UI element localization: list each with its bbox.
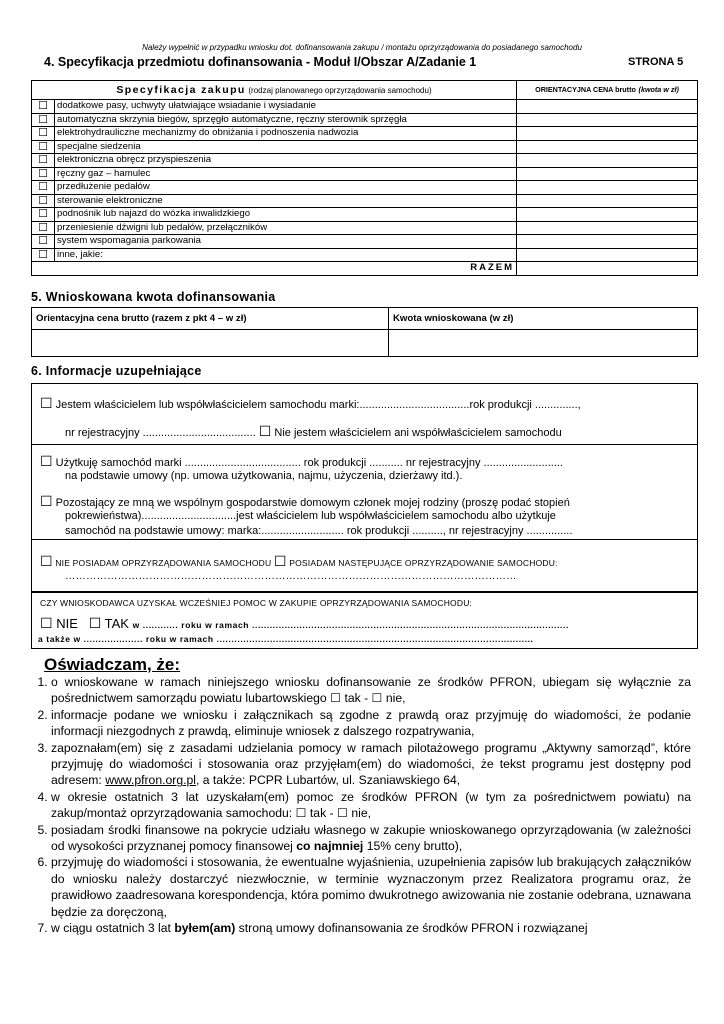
- item-price-field[interactable]: [517, 127, 698, 141]
- item-price-field[interactable]: [517, 208, 698, 222]
- item-checkbox[interactable]: ☐: [32, 140, 55, 154]
- section6-title: 6. Informacje uzupełniające: [31, 364, 202, 378]
- specification-row: [32, 221, 698, 235]
- item-checkbox[interactable]: ☐: [32, 167, 55, 181]
- pfron-link[interactable]: www.pfron.org.pl: [105, 773, 196, 788]
- section4-title: 4. Specyfikacja przedmiotu dofinansowania - Moduł I/Obszar A/Zadanie 1: [44, 55, 477, 69]
- declaration-item-5-tail: 15% ceny brutto),: [366, 839, 463, 854]
- item-label: podnośnik lub najazd do wózka inwalidzkiego: [55, 208, 517, 222]
- item-checkbox[interactable]: ☐: [32, 181, 55, 195]
- page-number: STRONA 5: [628, 56, 684, 68]
- specification-row: [32, 154, 698, 168]
- declaration-item-7-bold: byłem(am): [174, 921, 236, 936]
- price-header-note: (kwota w zł): [638, 85, 679, 94]
- user-checkbox[interactable]: ☐: [40, 453, 53, 469]
- gross-price-field[interactable]: [32, 330, 389, 357]
- prior-help-row: [40, 616, 569, 631]
- family-checkbox[interactable]: ☐: [40, 493, 53, 509]
- item-price-field[interactable]: [517, 154, 698, 168]
- specification-row: [32, 208, 698, 222]
- declaration-item-2: 2. informacje podane we wniosku i załącznikach są zgodne z prawdą oraz przyjmuję do wiadomości, że podanie informacji niezgodnych z prawdą, eliminuje wniosek z dalszego rozpatrywania,: [51, 707, 691, 740]
- section6-heading: [31, 364, 202, 378]
- prior-help-no-checkbox[interactable]: ☐: [40, 615, 53, 631]
- declaration-item-7-tail: stroną umowy dofinansowania ze środków PFRON i rozwiązanej: [238, 921, 588, 936]
- spec-header-cell: [32, 81, 517, 100]
- item-price-field[interactable]: [517, 248, 698, 262]
- not-owner-checkbox[interactable]: ☐: [258, 423, 272, 439]
- item-price-field[interactable]: [517, 140, 698, 154]
- instruction-note: Należy wypełnić w przypadku wniosku dot. dofinansowania zakupu / montażu oprzyrządowania do posiadanego samochodu: [142, 43, 582, 52]
- declaration-item-5: [51, 822, 691, 855]
- equipment-row: [40, 554, 558, 568]
- spec-header: Specyfikacja zakupu: [116, 83, 246, 96]
- item-price-field[interactable]: [517, 167, 698, 181]
- item4-yes-checkbox[interactable]: ☐: [295, 806, 307, 821]
- requested-amount-label: Kwota wnioskowana (w zł): [389, 308, 698, 330]
- section5-heading: [31, 290, 276, 304]
- specification-table: [31, 80, 698, 276]
- declaration-item-7-text: w ciągu ostatnich 3 lat: [51, 921, 171, 936]
- item-price-field[interactable]: [517, 100, 698, 114]
- declaration-item-5-bold: co najmniej: [296, 839, 364, 854]
- total-label: RAZEM: [32, 262, 517, 276]
- item-label: automatyczna skrzynia biegów, sprzęgło automatyczne, ręczny sterownik sprzęgła: [55, 113, 517, 127]
- declaration-item-1-text: o wnioskowane w ramach niniejszego wniosku dofinansowanie ze środków PFRON, ubiegam się wyłącznie za pośrednictwem samorządu powiatu lubartowskiego: [51, 675, 691, 706]
- has-equipment-checkbox[interactable]: ☐: [273, 553, 287, 569]
- item4-yes-label: tak -: [309, 806, 334, 821]
- has-equipment-label: POSIADAM NASTĘPUJĄCE OPRZYRZĄDOWANIE SAMOCHODU:: [289, 558, 558, 568]
- item-price-field[interactable]: [517, 194, 698, 208]
- specification-row: [32, 181, 698, 195]
- prior-help-also-line[interactable]: a także w .................... roku w ramach ...........................................................................................................: [38, 634, 534, 644]
- prior-help-yes-checkbox[interactable]: ☐: [88, 615, 102, 631]
- item-price-field[interactable]: [517, 221, 698, 235]
- specification-row: [32, 194, 698, 208]
- item4-no-checkbox[interactable]: ☐: [337, 806, 348, 821]
- specification-row: [32, 167, 698, 181]
- owner-checkbox[interactable]: ☐: [40, 395, 53, 411]
- family-row: [40, 494, 570, 509]
- item-checkbox[interactable]: ☐: [32, 248, 55, 262]
- owner-line2: nr rejestracyjny .....................................: [65, 427, 256, 439]
- additional-info-box: [31, 383, 698, 649]
- item-label: elektrohydrauliczne mechanizmy do obniżania i podnoszenia nadwozia: [55, 127, 517, 141]
- price-header-cell: [517, 81, 698, 100]
- declaration-item-6: 6. przyjmuję do wiadomości i stosowania, że ewentualne wyjaśnienia, uzupełnienia zapisów lub brakujących załączników do wniosku należy dostarczyć niezwłocznie, w terminie wyznaczonym przez Realizatora programu oraz, że prawidłowo zaadresowana korespondencja, która pomimo dwukrotnego awizowania nie zostanie odebrana, uznawana będzie za doręczoną,: [51, 854, 691, 920]
- item-checkbox[interactable]: ☐: [32, 208, 55, 222]
- specification-row: [32, 248, 698, 262]
- item1-yes-checkbox[interactable]: ☐: [330, 691, 342, 706]
- declaration-list: [31, 674, 691, 937]
- not-owner-label: Nie jestem właścicielem ani współwłaścicielem samochodu: [274, 427, 562, 439]
- item-label: specjalne siedzenia: [55, 140, 517, 154]
- total-price-field[interactable]: [517, 262, 698, 276]
- family-line2: pokrewieństwa)...............................jest właścicielem lub współwłaścicielem samochodu albo użytkuje: [65, 510, 556, 522]
- user-line2: na podstawie umowy (np. umowa użytkowania, najmu, użyczenia, dzierżawy itd.).: [65, 470, 463, 482]
- family-line3: samochód na podstawie umowy: marka:........................... rok produkcji .........., nr rejestracyjny ...............: [65, 525, 573, 537]
- item-price-field[interactable]: [517, 181, 698, 195]
- item1-no-label: nie,: [385, 691, 406, 706]
- item-label: sterowanie elektroniczne: [55, 194, 517, 208]
- item-checkbox[interactable]: ☐: [32, 113, 55, 127]
- declaration-item-4-text: w okresie ostatnich 3 lat uzyskałam(em) pomoc ze środków PFRON (w tym za pośrednictwem powiatu) na zakup/montaż oprzyrządowania samochodu:: [51, 789, 691, 821]
- prior-help-yes-line[interactable]: w ............ roku w ramach ...........................................................................................................: [132, 620, 569, 630]
- declaration-item-1: [51, 674, 691, 707]
- item-checkbox[interactable]: ☐: [32, 154, 55, 168]
- user-row: [40, 454, 563, 469]
- item-label: przeniesienie dźwigni lub pedałów, przełączników: [55, 221, 517, 235]
- declaration-title: Oświadczam, że:: [44, 655, 181, 674]
- owner-row-2: [65, 424, 562, 439]
- item-price-field[interactable]: [517, 235, 698, 249]
- item-checkbox[interactable]: ☐: [32, 127, 55, 141]
- item1-no-checkbox[interactable]: ☐: [371, 691, 383, 706]
- family-line1: Pozostający ze mną we wspólnym gospodarstwie domowym członek mojej rodziny (proszę podać stopień: [55, 497, 570, 509]
- prior-help-yes-label: TAK: [104, 616, 129, 631]
- specification-row: [32, 127, 698, 141]
- no-equipment-checkbox[interactable]: ☐: [40, 553, 53, 569]
- item-checkbox[interactable]: ☐: [32, 100, 55, 114]
- item-label: system wspomagania parkowania: [55, 235, 517, 249]
- user-line1: Użytkuję samochód marki ...................................... rok produkcji ........... nr rejestracyjny ..........................: [55, 457, 563, 469]
- item1-yes-label: tak -: [344, 691, 369, 706]
- equipment-dots[interactable]: …………………………………………………………………………………………………………………: [65, 570, 517, 582]
- price-header: ORIENTACYJNA CENA brutto: [535, 85, 636, 94]
- declaration-item-4: [51, 789, 691, 822]
- declaration-item-3-text: zapoznałam(em) się z zasadami udzielania pomocy w ramach pilotażowego programu „Aktywny samorząd”, które przyjmuję do wiadomości i stosowania oraz przyjęłam(em) do wiadomości, że tekst programu jest dostępny pod adresem:: [51, 740, 691, 788]
- gross-price-label: Orientacyjna cena brutto (razem z pkt 4 – w zł): [32, 308, 389, 330]
- specification-header-row: [32, 81, 698, 100]
- total-row: [32, 262, 698, 276]
- item-label: dodatkowe pasy, uchwyty ułatwiające wsiadanie i wysiadanie: [55, 100, 517, 114]
- item-label: inne, jakie:: [55, 248, 517, 262]
- item-checkbox[interactable]: ☐: [32, 235, 55, 249]
- prior-help-question: CZY WNIOSKODAWCA UZYSKAŁ WCZEŚNIEJ POMOC W ZAKUPIE OPRZYRZĄDOWANIA SAMOCHODU:: [40, 598, 473, 608]
- item-checkbox[interactable]: ☐: [32, 194, 55, 208]
- declaration-item-3: [51, 740, 691, 789]
- owner-line1: Jestem właścicielem lub współwłaścicielem samochodu marki:....................................rok produkcji ..............,: [55, 399, 581, 411]
- item-label: ręczny gaz – hamulec: [55, 167, 517, 181]
- prior-help-no-label: NIE: [56, 616, 78, 631]
- declaration-item-3-address: , a także: PCPR Lubartów, ul. Szaniawskiego 64,: [195, 773, 461, 788]
- item-label: przedłużenie pedałów: [55, 181, 517, 195]
- specification-row: [32, 235, 698, 249]
- specification-row: [32, 100, 698, 114]
- spec-header-note: (rodzaj planowanego oprzyrządowania samochodu): [248, 85, 432, 95]
- specification-row: [32, 140, 698, 154]
- item-checkbox[interactable]: ☐: [32, 221, 55, 235]
- item4-no-label: nie,: [351, 806, 371, 821]
- declaration-item-5-text: posiadam środki finansowe na pokrycie udziału własnego w zakupie wnioskowanego oprzyrządowania (w zależności od wysokości przyznanej pomocy finansowej: [51, 822, 691, 854]
- declaration-item-7: [51, 920, 691, 936]
- requested-amount-field[interactable]: [389, 330, 698, 357]
- item-label: elektroniczna obręcz przyspieszenia: [55, 154, 517, 168]
- item-price-field[interactable]: [517, 113, 698, 127]
- no-equipment-label: NIE POSIADAM OPRZYRZĄDOWANIA SAMOCHODU: [55, 558, 272, 568]
- specification-row: [32, 113, 698, 127]
- owner-row: [40, 396, 581, 411]
- amount-table: [31, 307, 698, 357]
- section5-title: 5. Wnioskowana kwota dofinansowania: [31, 290, 276, 304]
